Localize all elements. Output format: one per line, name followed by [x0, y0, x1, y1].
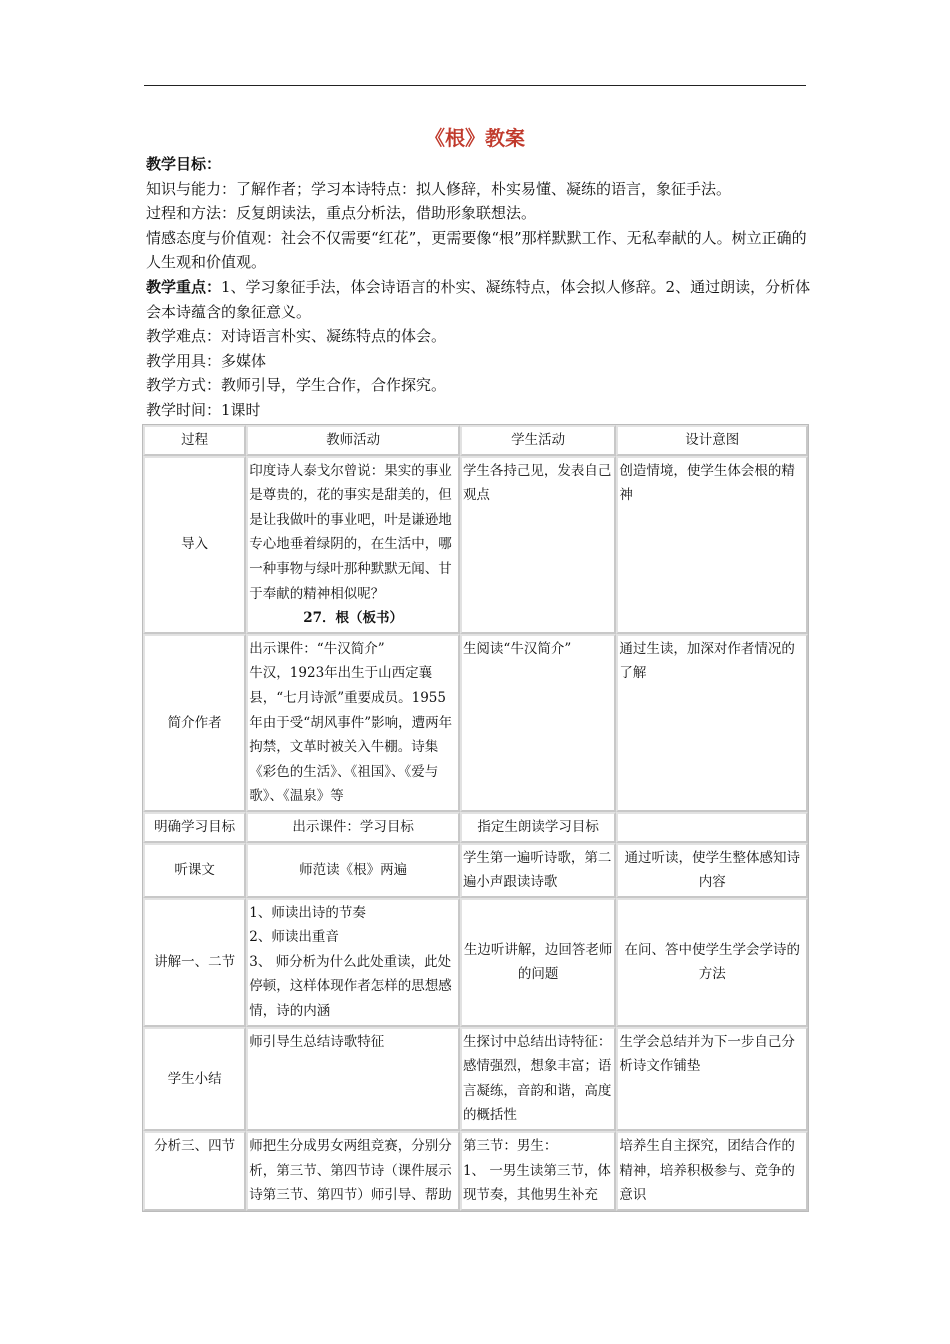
teacher-cell: 出示课件：学习目标	[246, 812, 460, 843]
teacher-cell: 师范读《根》两遍	[246, 843, 460, 898]
method: 教学方式：教师引导，学生合作，合作探究。	[146, 376, 447, 395]
stage-cell: 导入	[143, 456, 246, 634]
header-student: 学生活动	[460, 425, 616, 456]
difficulty: 教学难点：对诗语言朴实、凝练特点的体会。	[146, 327, 447, 346]
teacher-cell	[246, 456, 460, 634]
design-cell: 生学会总结并为下一步自己分析诗文作铺垫	[616, 1027, 808, 1131]
teacher-cell: 师把生分成男女两组竞赛，分别分析，第三节、第四节诗（课件展示诗第三节、第四节）师引导、帮助	[246, 1131, 460, 1211]
stage-cell: 简介作者	[143, 634, 246, 812]
teacher-cell: 师引导生总结诗歌特征	[246, 1027, 460, 1131]
objective-process: 过程和方法：反复朗读法，重点分析法，借助形象联想法。	[146, 204, 537, 223]
table-row	[143, 1027, 808, 1131]
student-cell: 学生各持己见，发表自己观点	[460, 456, 616, 634]
student-cell: 生边听讲解，边回答老师的问题	[460, 898, 616, 1027]
design-cell: 通过生读，加深对作者情况的了解	[616, 634, 808, 812]
design-cell: 在问、答中使学生学会学诗的方法	[616, 898, 808, 1027]
board-title: 27．根（板书）	[303, 610, 404, 627]
lesson-table	[142, 424, 809, 1212]
design-cell: 通过听读，使学生整体感知诗内容	[616, 843, 808, 898]
stage-cell: 听课文	[143, 843, 246, 898]
objective-knowledge: 知识与能力：了解作者；学习本诗特点：拟人修辞，朴实易懂、凝练的语言，象征手法。	[146, 179, 732, 198]
time: 教学时间：1课时	[146, 400, 261, 419]
document-title: 《根》教案	[425, 126, 525, 150]
table-row	[143, 456, 808, 634]
tools: 教学用具：多媒体	[146, 351, 267, 370]
student-cell: 生探讨中总结出诗特征：感情强烈，想象丰富；语言凝练，音韵和谐，高度的概括性	[460, 1027, 616, 1131]
stage-cell: 明确学习目标	[143, 812, 246, 843]
table-header-row	[143, 425, 808, 456]
student-cell: 生阅读“牛汉简介”	[460, 634, 616, 812]
teacher-cell: 1、师读出诗的节奏 2、师读出重音 3、 师分析为什么此处重读，此处停顿，这样体现作者怎样的思想感情，诗的内涵	[246, 898, 460, 1027]
teacher-cell: 出示课件：“牛汉简介” 牛汉，1923年出生于山西定襄县，“七月诗派”重要成员。1955年由于受“胡风事件”影响，遭两年拘禁，文革时被关入牛棚。诗集《彩色的生活》、《祖国》、《爱与歌》、《温泉》等	[246, 634, 460, 812]
stage-cell: 分析三、四节	[143, 1131, 246, 1211]
key-points-text: 1、学习象征手法，体会诗语言的朴实、凝练特点，体会拟人修辞。2、通过朗读，分析体会本诗蕴含的象征意义。	[146, 277, 811, 321]
design-cell: 培养生自主探究，团结合作的精神，培养积极参与、竞争的意识	[616, 1131, 808, 1211]
objectives-heading: 教学目标：	[146, 155, 222, 173]
header-design: 设计意图	[616, 425, 808, 456]
intro-section	[146, 152, 811, 423]
header-process: 过程	[143, 425, 246, 456]
stage-cell: 学生小结	[143, 1027, 246, 1131]
table-row	[143, 843, 808, 898]
objective-emotion: 情感态度与价值观：社会不仅需要“红花”，更需要像“根”那样默默工作、无私奉献的人。树立正确的人生观和价值观。	[146, 228, 807, 272]
design-cell	[616, 812, 808, 843]
student-cell: 学生第一遍听诗歌，第二遍小声跟读诗歌	[460, 843, 616, 898]
table-row	[143, 812, 808, 843]
table-row	[143, 1131, 808, 1211]
student-cell: 第三节：男生： 1、 一男生读第三节，体现节奏，其他男生补充	[460, 1131, 616, 1211]
student-cell: 指定生朗读学习目标	[460, 812, 616, 843]
header-teacher: 教师活动	[246, 425, 460, 456]
table-row	[143, 634, 808, 812]
table-row	[143, 898, 808, 1027]
teacher-text: 印度诗人泰戈尔曾说：果实的事业是尊贵的，花的事实是甜美的，但是让我做叶的事业吧，叶是谦逊地专心地垂着绿阴的，在生活中，哪一种事物与绿叶那种默默无闻、甘于奉献的精神相似呢？	[249, 462, 452, 602]
header-rule	[144, 85, 806, 86]
key-points-heading: 教学重点：	[146, 277, 222, 296]
stage-cell: 讲解一、二节	[143, 898, 246, 1027]
key-points	[146, 275, 811, 324]
design-cell: 创造情境，使学生体会根的精神	[616, 456, 808, 634]
